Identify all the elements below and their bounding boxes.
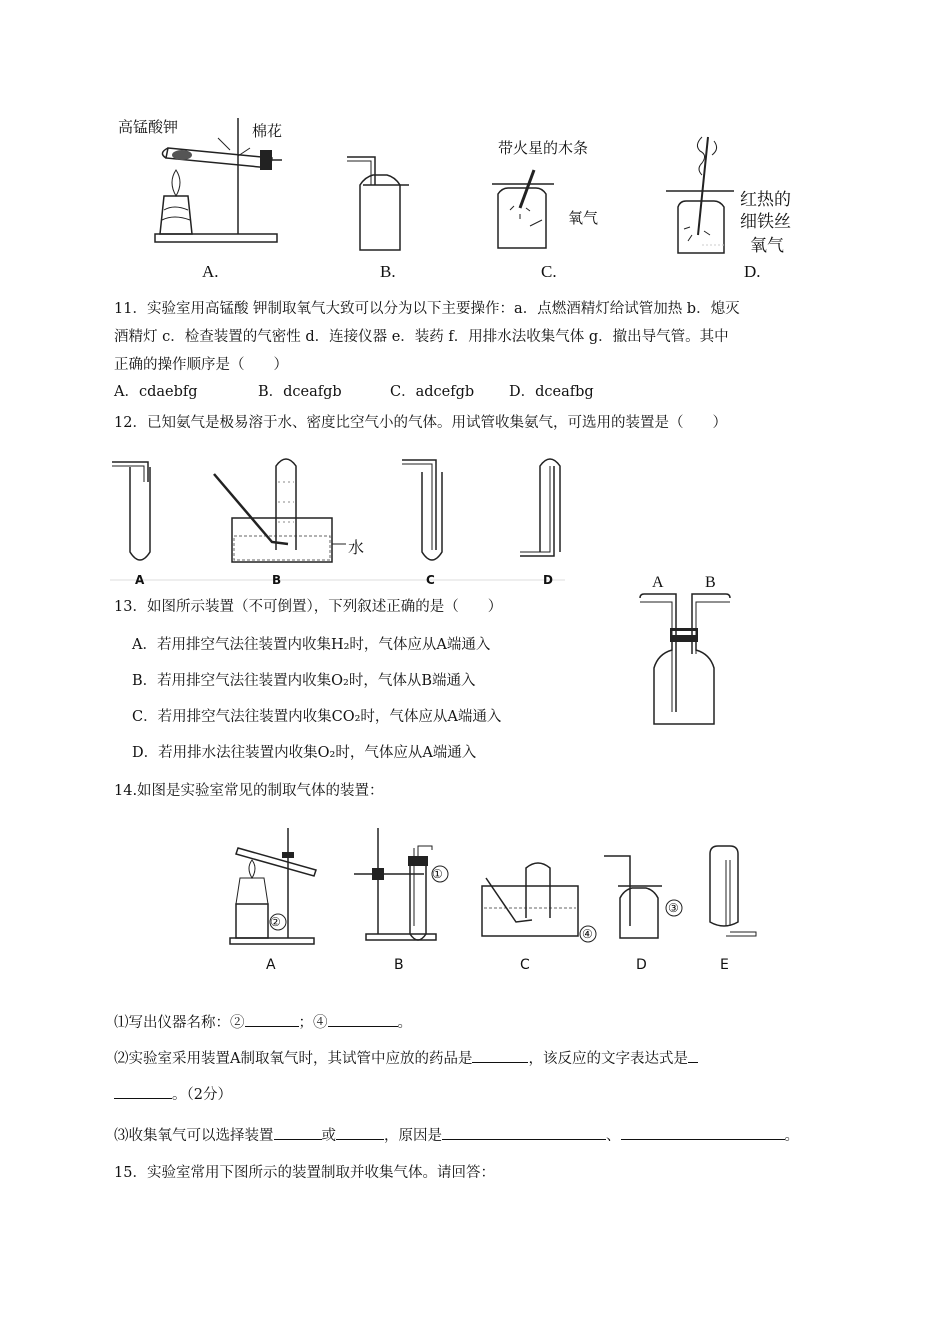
q11-line-2: 酒精灯 c．检查装置的气密性 d．连接仪器 e．装药 f．用排水法收集气体 g．撤出导气管。其中 bbox=[114, 329, 729, 345]
q14-marker-4: ④ bbox=[582, 927, 593, 941]
answer-blank-4[interactable] bbox=[328, 1012, 398, 1027]
q12-label-a: A bbox=[135, 573, 145, 587]
answer-blank-drug[interactable] bbox=[472, 1048, 528, 1063]
answer-blank-device-2[interactable] bbox=[336, 1125, 384, 1140]
answer-blank-equation[interactable] bbox=[114, 1084, 172, 1099]
q13-option-b: B．若用排空气法往装置内收集O₂时，气体从B端通入 bbox=[132, 673, 476, 689]
label-oxygen-c: 氧气 bbox=[568, 209, 599, 227]
label-cotton: 棉花 bbox=[252, 122, 283, 140]
q14-marker-3: ③ bbox=[668, 901, 679, 915]
q14-part1-prefix: ⑴写出仪器名称：② bbox=[114, 1015, 245, 1031]
q13-option-d: D．若用排水法往装置内收集O₂时，气体应从A端通入 bbox=[132, 745, 477, 761]
q13-option-a: A．若用排空气法往装置内收集H₂时，气体应从A端通入 bbox=[132, 637, 491, 653]
q14-part2-end: 。（2分） bbox=[172, 1087, 232, 1103]
q13-port-b: B bbox=[705, 574, 716, 591]
caption-d: D. bbox=[744, 262, 761, 281]
figure-b-gas-bottle bbox=[345, 155, 410, 250]
q14-part2-line1 bbox=[114, 1048, 698, 1069]
label-kmno4: 高锰酸钾 bbox=[118, 118, 179, 136]
figure-d-iron-wire bbox=[662, 135, 742, 255]
answer-blank-device-1[interactable] bbox=[274, 1125, 322, 1140]
answer-blank-2[interactable] bbox=[245, 1012, 299, 1027]
q14-part2-prefix: ⑵实验室采用装置A制取氧气时，其试管中应放的药品是 bbox=[114, 1051, 473, 1067]
label-splint: 带火星的木条 bbox=[498, 139, 589, 157]
q14-part1-mid: ；④ bbox=[298, 1015, 328, 1031]
q14-part3-reason: ，原因是 bbox=[384, 1128, 442, 1144]
q14-label-d: D bbox=[636, 957, 647, 973]
q14-part3-end: 。 bbox=[784, 1128, 799, 1144]
q14-label-a: A bbox=[266, 957, 276, 973]
q14-part1-end: 。 bbox=[397, 1015, 412, 1031]
q14-marker-2: ② bbox=[270, 915, 281, 929]
caption-b: B. bbox=[380, 262, 396, 281]
q11-line-1: 11．实验室用高锰酸 钾制取氧气大致可以分为以下主要操作：a．点燃酒精灯给试管加热 b．熄灭 bbox=[114, 301, 740, 317]
q14-stem: 14.如图是实验室常见的制取气体的装置： bbox=[114, 783, 384, 799]
q14-part2-mid: ，该反应的文字表达式是 bbox=[528, 1051, 688, 1067]
q11-line-3: 正确的操作顺序是（ ） bbox=[114, 357, 288, 373]
q12-figure bbox=[110, 452, 565, 582]
label-iron-1: 红热的 bbox=[740, 190, 791, 210]
q14-figure bbox=[226, 826, 766, 951]
answer-blank-reason-2[interactable] bbox=[621, 1125, 785, 1140]
q11-option-a: A．cdaebfg bbox=[114, 384, 198, 400]
q12-label-d: D bbox=[543, 573, 553, 587]
q14-label-b: B bbox=[394, 957, 404, 973]
q11-option-b: B．dceafgb bbox=[258, 384, 342, 400]
q14-part3 bbox=[114, 1125, 799, 1146]
label-iron-2: 细铁丝 bbox=[740, 212, 791, 232]
q14-part1 bbox=[114, 1012, 412, 1033]
q14-label-c: C bbox=[520, 957, 530, 973]
answer-blank-reason-1[interactable] bbox=[442, 1125, 606, 1140]
q11-option-c: C．adcefgb bbox=[390, 384, 475, 400]
q12-water-label: 水 bbox=[348, 538, 365, 557]
q11-option-d: D．dceafbg bbox=[509, 384, 594, 400]
q15-stem: 15．实验室常用下图所示的装置制取并收集气体。请回答： bbox=[114, 1165, 495, 1181]
figure-c-splint-test bbox=[490, 168, 560, 250]
q13-bottle bbox=[640, 594, 730, 728]
q14-label-e: E bbox=[720, 957, 729, 973]
q13-port-a: A bbox=[652, 574, 664, 591]
q12-label-b: B bbox=[272, 573, 282, 587]
q12-label-c: C bbox=[426, 573, 435, 587]
q14-marker-1: ① bbox=[432, 867, 443, 881]
q14-part3-sep: 、 bbox=[606, 1128, 621, 1144]
q13-option-c: C．若用排空气法往装置内收集CO₂时，气体应从A端通入 bbox=[132, 709, 502, 725]
q13-stem: 13．如图所示装置（不可倒置），下列叙述正确的是（ ） bbox=[114, 599, 503, 615]
caption-c: C. bbox=[541, 262, 557, 281]
caption-a: A. bbox=[202, 262, 219, 281]
q14-part3-prefix: ⑶收集氧气可以选择装置 bbox=[114, 1128, 274, 1144]
q14-part3-or: 或 bbox=[321, 1128, 336, 1144]
answer-blank-equation-start[interactable] bbox=[688, 1048, 698, 1063]
q12-stem: 12．已知氨气是极易溶于水、密度比空气小的气体。用试管收集氨气，可选用的装置是（ ） bbox=[114, 415, 727, 431]
q14-part2-line2 bbox=[114, 1084, 232, 1105]
label-oxygen-d: 氧气 bbox=[750, 236, 784, 256]
